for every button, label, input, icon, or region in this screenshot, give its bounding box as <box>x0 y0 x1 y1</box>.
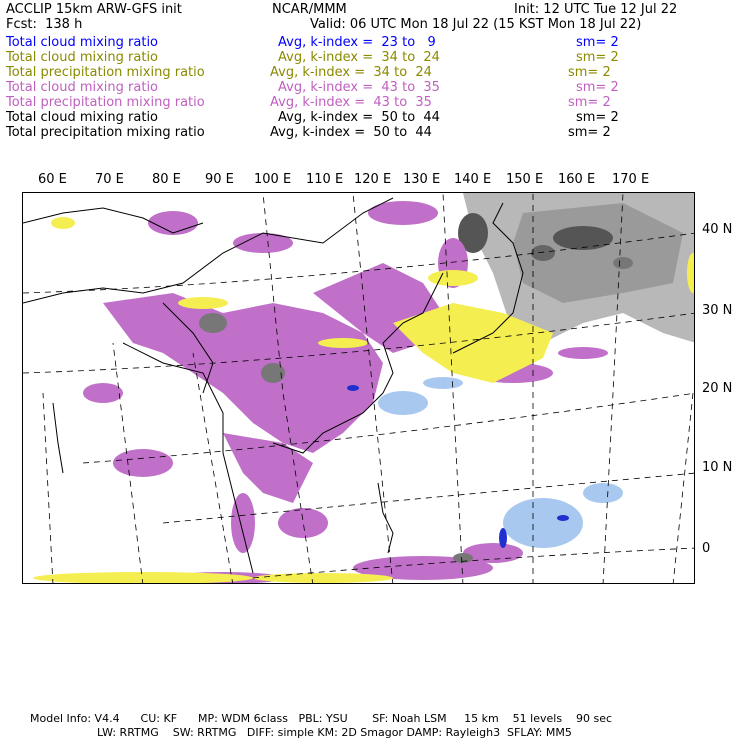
lon-label-120e: 120 E <box>354 172 392 187</box>
legend-sm-7: sm= 2 <box>568 125 611 140</box>
lon-label-130e: 130 E <box>403 172 441 187</box>
lon-label-80e: 80 E <box>152 172 181 187</box>
lon-label-70e: 70 E <box>95 172 124 187</box>
legend-avg-2: Avg, k-index = 34 to 24 <box>278 50 440 65</box>
legend-name-7: Total precipitation mixing ratio <box>6 125 205 140</box>
lat-label-20n: 20 N <box>702 381 733 396</box>
legend-avg-7: Avg, k-index = 50 to 44 <box>270 125 432 140</box>
model-info-line-2: LW: RRTMG SW: RRTMG DIFF: simple KM: 2D Smagor DAMP: Rayleigh3 SFLAY: MM5 <box>97 726 572 739</box>
lon-label-90e: 90 E <box>205 172 234 187</box>
lat-label-10n: 10 N <box>702 460 733 475</box>
map-canvas <box>23 193 695 584</box>
legend-sm-1: sm= 2 <box>576 35 619 50</box>
legend-sm-5: sm= 2 <box>568 95 611 110</box>
lon-label-170e: 170 E <box>612 172 650 187</box>
cloud-field-blue <box>378 377 623 548</box>
lon-label-140e: 140 E <box>454 172 492 187</box>
legend-name-3: Total precipitation mixing ratio <box>6 65 205 80</box>
legend-sm-6: sm= 2 <box>576 110 619 125</box>
institution-label: NCAR/MMM <box>272 2 347 17</box>
valid-time: Valid: 06 UTC Mon 18 Jul 22 (15 KST Mon 18 Jul 22) <box>310 17 642 32</box>
init-time: Init: 12 UTC Tue 12 Jul 22 <box>514 2 678 17</box>
legend-avg-4: Avg, k-index = 43 to 35 <box>278 80 440 95</box>
lat-label-40n: 40 N <box>702 222 733 237</box>
lat-label-30n: 30 N <box>702 303 733 318</box>
model-info-line-1: Model Info: V4.4 CU: KF MP: WDM 6class PBL: YSU SF: Noah LSM 15 km 51 levels 90 sec <box>30 712 613 725</box>
map-title: ACCLIP 15km ARW-GFS init <box>6 2 182 17</box>
legend-name-4: Total cloud mixing ratio <box>6 80 159 95</box>
lon-label-110e: 110 E <box>306 172 344 187</box>
legend-name-6: Total cloud mixing ratio <box>6 110 159 125</box>
legend-sm-4: sm= 2 <box>576 80 619 95</box>
legend-name-1: Total cloud mixing ratio <box>6 35 159 50</box>
legend-avg-3: Avg, k-index = 34 to 24 <box>270 65 432 80</box>
lat-label-0: 0 <box>702 541 711 556</box>
forecast-hour: Fcst: 138 h <box>6 17 83 32</box>
legend-avg-5: Avg, k-index = 43 to 35 <box>270 95 432 110</box>
legend-name-5: Total precipitation mixing ratio <box>6 95 205 110</box>
lon-label-150e: 150 E <box>506 172 544 187</box>
legend-avg-1: Avg, k-index = 23 to 9 <box>278 35 436 50</box>
legend-avg-6: Avg, k-index = 50 to 44 <box>278 110 440 125</box>
lon-label-60e: 60 E <box>38 172 67 187</box>
lon-label-160e: 160 E <box>558 172 596 187</box>
lon-label-100e: 100 E <box>254 172 292 187</box>
forecast-map <box>22 192 695 584</box>
legend-sm-2: sm= 2 <box>576 50 619 65</box>
legend-sm-3: sm= 2 <box>568 65 611 80</box>
legend-name-2: Total cloud mixing ratio <box>6 50 159 65</box>
